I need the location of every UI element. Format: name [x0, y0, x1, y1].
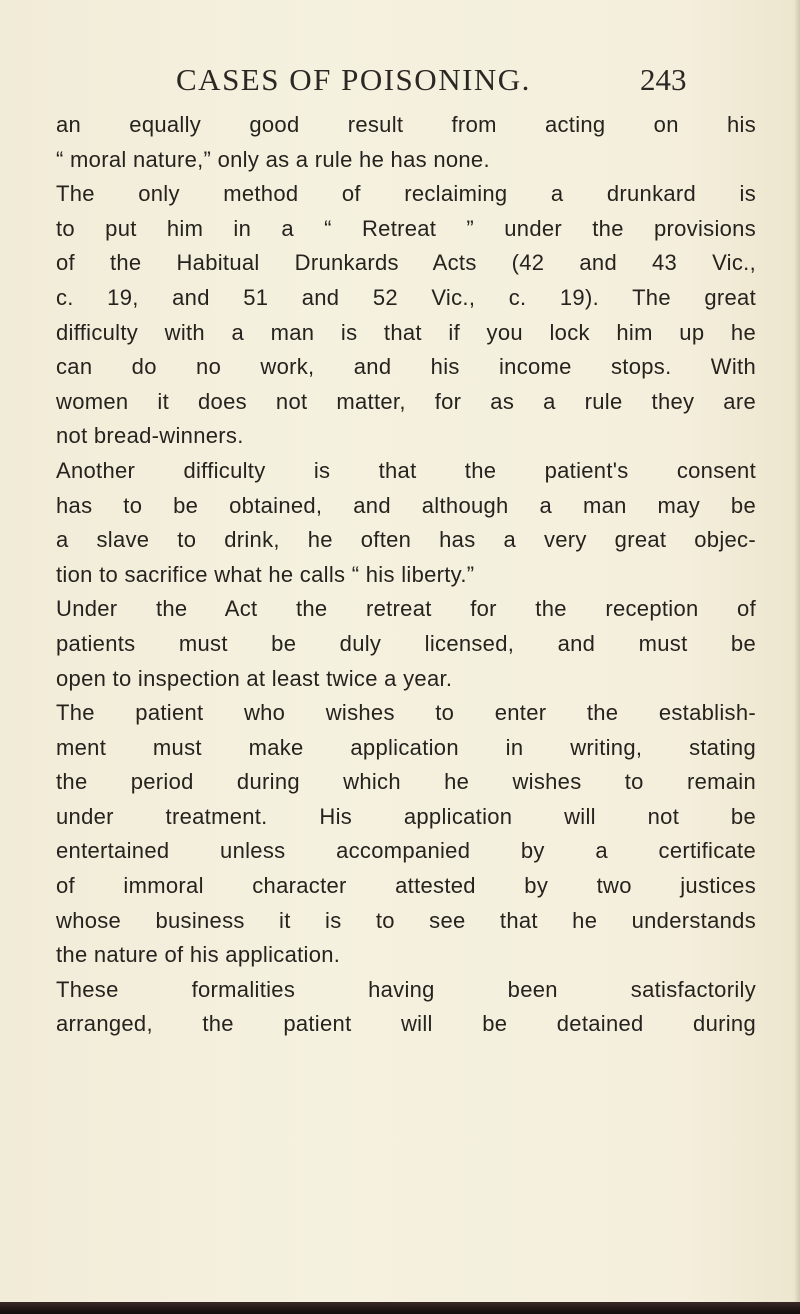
body-text [56, 108, 756, 1042]
page-edge-shadow [794, 0, 800, 1314]
paragraph-start-line: Another difficulty is that the patient's consent [56, 457, 756, 483]
paragraph-start-line: Under the Act the retreat for the reception of [56, 596, 756, 622]
text-line: a slave to drink, he often has a very great objec- [56, 527, 756, 553]
text-line: has to be obtained, and although a man may be [56, 492, 756, 518]
text-line: can do no work, and his income stops. With [56, 354, 756, 380]
text-line: the nature of his application. [56, 942, 341, 968]
text-line: of the Habitual Drunkards Acts (42 and 43 Vic., [56, 250, 756, 276]
text-line: patients must be duly licensed, and must be [56, 630, 756, 656]
running-title: CASES OF POISONING. [176, 62, 531, 97]
text-line: difficulty with a man is that if you lock him up he [56, 319, 756, 345]
text-line: of immoral character attested by two justices [56, 873, 756, 899]
text-line: not bread-winners. [56, 423, 244, 449]
page-header [0, 62, 800, 102]
text-line: under treatment. His application will not be [56, 803, 756, 829]
text-line: “ moral nature,” only as a rule he has none. [56, 146, 490, 172]
text-line: to put him in a “ Retreat ” under the provisions [56, 215, 756, 241]
text-line: the period during which he wishes to remain [56, 769, 756, 795]
paragraph-start-line: The only method of reclaiming a drunkard is [56, 181, 756, 207]
bottom-page-edge [0, 1302, 800, 1314]
text-line: whose business it is to see that he understands [56, 907, 756, 933]
text-line: entertained unless accompanied by a certificate [56, 838, 756, 864]
text-line: arranged, the patient will be detained during [56, 1011, 756, 1037]
text-line: women it does not matter, for as a rule they are [56, 388, 756, 414]
page-number: 243 [640, 62, 687, 97]
text-line: ment must make application in writing, stating [56, 734, 756, 760]
paragraph-start-line: These formalities having been satisfactorily [56, 976, 756, 1002]
paragraph-start-line: The patient who wishes to enter the establish- [56, 700, 756, 726]
text-line: c. 19, and 51 and 52 Vic., c. 19). The great [56, 284, 756, 310]
text-line: an equally good result from acting on his [56, 112, 756, 137]
text-line: tion to sacrifice what he calls “ his liberty.” [56, 561, 475, 587]
text-line: open to inspection at least twice a year. [56, 665, 453, 691]
